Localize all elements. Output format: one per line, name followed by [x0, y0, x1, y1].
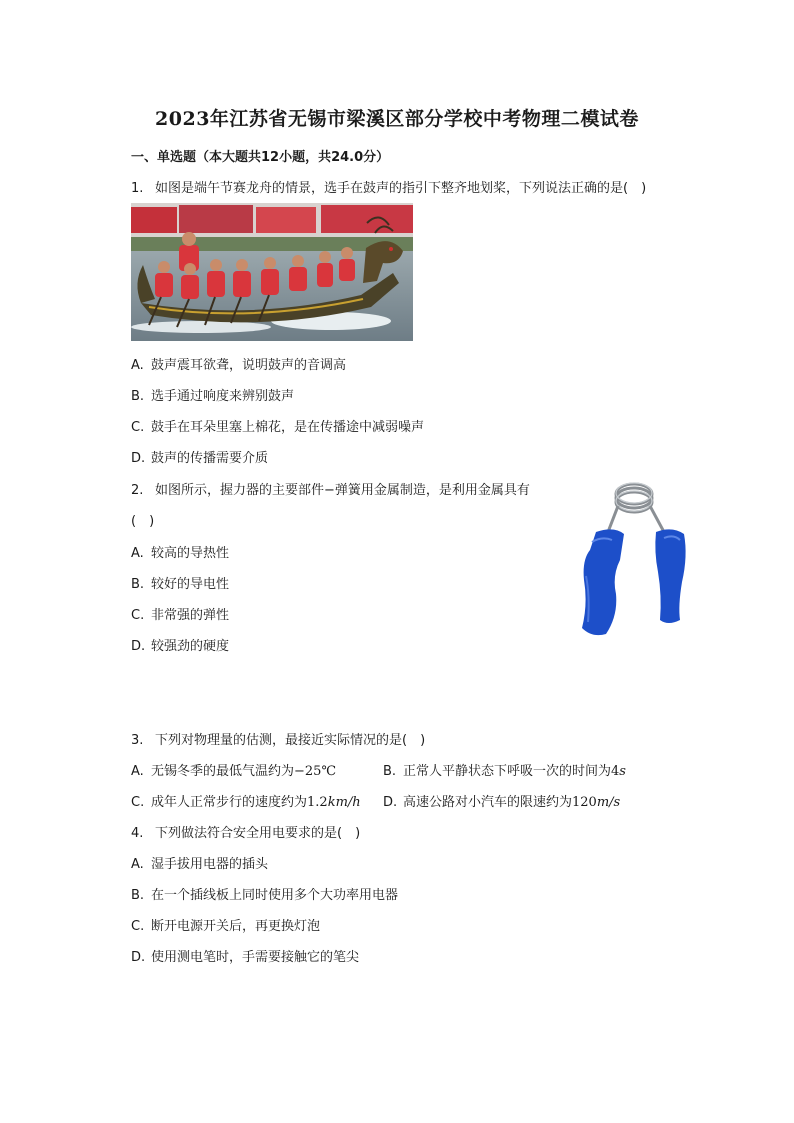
q4-option-d[interactable]: D. 使用测电笔时，手需要接触它的笔尖 — [131, 950, 360, 965]
q4-option-c[interactable]: C. 断开电源开关后，再更换灯泡 — [131, 919, 321, 934]
question-text: 下列对物理量的估测，最接近实际情况的是( ) — [155, 733, 426, 748]
question-number: 1. — [131, 181, 144, 196]
q3-option-a[interactable]: A. 无锡冬季的最低气温约为−25℃ — [131, 764, 336, 779]
q3-option-b-value: 4 — [611, 764, 620, 779]
q1-option-b[interactable]: B. 选手通过响度来辨别鼓声 — [131, 389, 295, 404]
question-4 — [131, 822, 360, 841]
exam-title: 2023年江苏省无锡市梁溪区部分学校中考物理二模试卷 — [155, 108, 639, 130]
dragon-boat-race-photo — [131, 203, 413, 341]
q3-option-c-unit: km/h — [327, 795, 361, 810]
section-heading: 一、单选题（本大题共12小题，共24.0分） — [131, 150, 390, 165]
q4-option-b[interactable]: B. 在一个插线板上同时使用多个大功率用电器 — [131, 888, 399, 903]
q3-option-c-value: 1.2 — [307, 795, 328, 810]
q3-option-b[interactable]: B. 正常人平静状态下呼吸一次的时间为4s — [383, 764, 626, 779]
question-text: 如图所示，握力器的主要部件−弹簧用金属制造，是利用金属具有 — [155, 483, 530, 498]
q3-option-c[interactable]: C. 成年人正常步行的速度约为1.2km/h — [131, 795, 361, 810]
q1-option-c[interactable]: C. 鼓手在耳朵里塞上棉花，是在传播途中减弱噪声 — [131, 420, 425, 435]
q2-option-b[interactable]: B. 较好的导电性 — [131, 577, 230, 592]
q1-option-d[interactable]: D. 鼓声的传播需要介质 — [131, 451, 269, 466]
q3-option-b-unit: s — [619, 764, 626, 779]
q1-option-a[interactable]: A. 鼓声震耳欲聋，说明鼓声的音调高 — [131, 358, 347, 373]
q2-option-a[interactable]: A. 较高的导热性 — [131, 546, 230, 561]
question-number: 3. — [131, 733, 144, 748]
q2-option-d[interactable]: D. 较强劲的硬度 — [131, 639, 230, 654]
question-number: 4. — [131, 826, 144, 841]
q2-option-c[interactable]: C. 非常强的弹性 — [131, 608, 230, 623]
question-number: 2. — [131, 483, 144, 498]
question-text: 下列做法符合安全用电要求的是( ) — [155, 826, 361, 841]
hand-grip-exerciser-image — [572, 476, 696, 642]
q3-option-d-value: 120 — [572, 795, 597, 810]
question-text: 如图是端午节赛龙舟的情景，选手在鼓声的指引下整齐地划桨，下列说法正确的是( ) — [155, 181, 647, 196]
q3-option-d[interactable]: D. 高速公路对小汽车的限速约为120m/s — [383, 795, 621, 810]
question-3 — [131, 729, 425, 748]
q3-option-d-unit: m/s — [596, 795, 621, 810]
question-1 — [131, 177, 646, 196]
q4-option-a[interactable]: A. 湿手拔用电器的插头 — [131, 857, 269, 872]
q2-answer-paren: ( ) — [131, 514, 155, 529]
question-2 — [131, 479, 530, 498]
q3-option-a-value: −25℃ — [294, 764, 336, 779]
